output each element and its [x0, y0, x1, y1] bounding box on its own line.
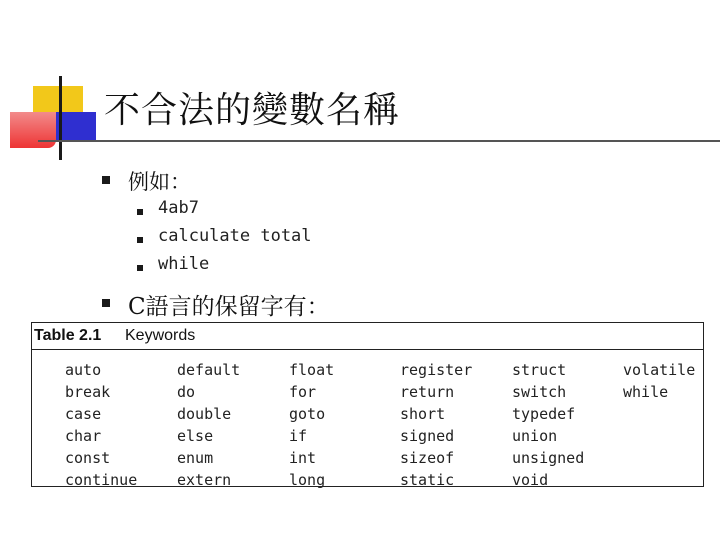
decor-red-square: [10, 112, 56, 148]
keyword: char: [65, 427, 102, 445]
keyword: typedef: [512, 405, 576, 423]
keyword: const: [65, 449, 111, 467]
keyword: if: [289, 427, 308, 445]
bullet-marker: [102, 176, 110, 184]
keywords-table: [31, 322, 704, 487]
sub-bullet-marker: [137, 237, 143, 243]
keyword: static: [400, 471, 455, 489]
keyword: double: [177, 405, 232, 423]
keyword: struct: [512, 361, 567, 379]
keyword-column: [177, 359, 240, 491]
keyword: continue: [65, 471, 138, 489]
title-underline: [38, 140, 720, 142]
keyword: else: [177, 427, 214, 445]
table-caption: Keywords: [125, 327, 196, 344]
keyword: break: [65, 383, 111, 401]
keyword: register: [400, 361, 473, 379]
keyword: do: [177, 383, 196, 401]
bullet-marker: [102, 299, 110, 307]
decor-vertical-line: [59, 76, 62, 160]
keyword: long: [289, 471, 326, 489]
example-item: calculate total: [158, 226, 312, 246]
example-item: while: [158, 254, 210, 274]
keyword: goto: [289, 405, 326, 423]
decor-blue-square: [56, 112, 96, 142]
keyword: volatile: [623, 361, 696, 379]
keyword: default: [177, 361, 241, 379]
keyword: short: [400, 405, 446, 423]
keyword-column: [623, 359, 695, 403]
table-number: Table 2.1: [34, 327, 102, 344]
sub-bullet-marker: [137, 209, 143, 215]
keyword: float: [289, 361, 335, 379]
keyword: extern: [177, 471, 232, 489]
sub-bullet-marker: [137, 265, 143, 271]
example-item: 4ab7: [158, 198, 199, 218]
table-header: [32, 323, 703, 350]
bullet-reserved-words-label: C語言的保留字有：: [128, 294, 330, 320]
keyword: auto: [65, 361, 102, 379]
keyword: unsigned: [512, 449, 585, 467]
keyword: sizeof: [400, 449, 455, 467]
keyword-column: [400, 359, 472, 491]
keyword: signed: [400, 427, 455, 445]
keyword: void: [512, 471, 549, 489]
keyword: return: [400, 383, 455, 401]
keyword: for: [289, 383, 317, 401]
keyword: case: [65, 405, 102, 423]
bullet-example-label: 例如：: [128, 170, 191, 194]
keyword: union: [512, 427, 558, 445]
keyword: int: [289, 449, 317, 467]
keyword-column: [65, 359, 137, 491]
keyword-column: [289, 359, 334, 491]
keyword: enum: [177, 449, 214, 467]
keyword-column: [512, 359, 584, 491]
slide-title: 不合法的變數名稱: [104, 90, 401, 131]
keyword: while: [623, 383, 669, 401]
keyword: switch: [512, 383, 567, 401]
